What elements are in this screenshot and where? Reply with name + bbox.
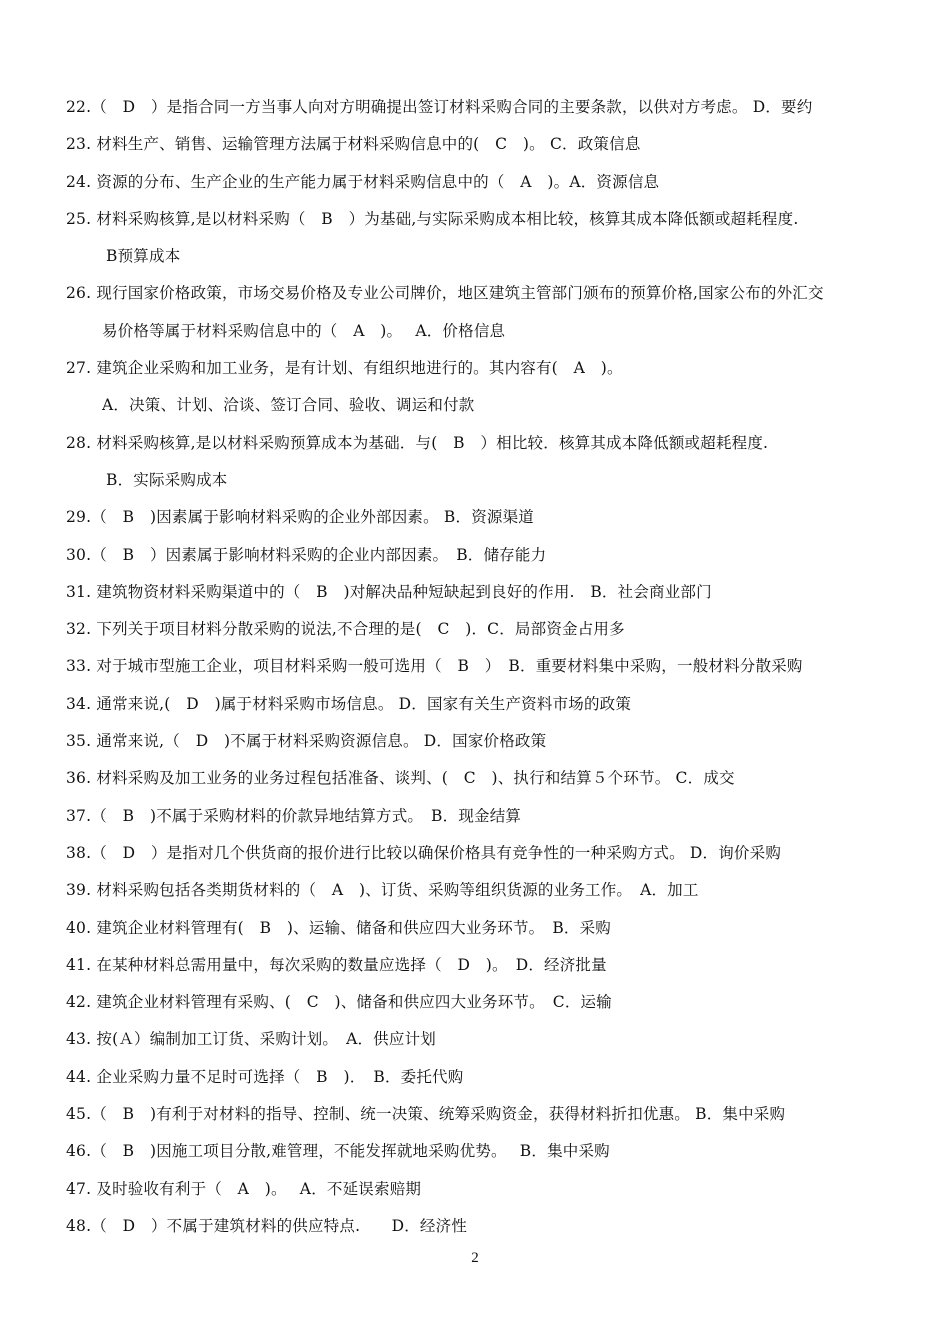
question-26: 26. 现行国家价格政策，市场交易价格及专业公司牌价，地区建筑主管部门颁布的预算价格,国家公布的外汇交 [66,284,824,303]
question-38: 38.（ D ）是指对几个供货商的报价进行比较以确保价格具有竞争性的一种采购方式。 D．询价采购 [66,843,782,862]
question-27: 27. 建筑企业采购和加工业务，是有计划、有组织地进行的。其内容有( A )。 [66,359,623,378]
question-24: 24. 资源的分布、生产企业的生产能力属于材料采购信息中的（ A )。A．资源信息 [66,172,660,191]
question-33: 33. 对于城市型施工企业，项目材料采购一般可选用（ B ） B．重要材料集中采购，一般材料分散采购 [66,657,803,676]
question-list [66,89,896,1245]
question-25: 25. 材料采购核算,是以材料采购（ B ）为基础,与实际采购成本相比较，核算其成本降低额或超耗程度. [66,209,799,228]
question-42: 42. 建筑企业材料管理有采购、( C )、储备和供应四大业务环节。 C．运输 [66,993,612,1012]
question-40: 40. 建筑企业材料管理有( B )、运输、储备和供应四大业务环节。 B．采购 [66,918,612,937]
question-43: 43. 按(Ａ）编制加工订货、采购计划。 A．供应计划 [66,1030,436,1049]
question-36: 36. 材料采购及加工业务的业务过程包括准备、谈判、( C )、执行和结算５个环节。 C．成交 [66,769,735,788]
question-41: 41. 在某种材料总需用量中，每次采购的数量应选择（ D )。 D．经济批量 [66,955,607,974]
question-22: 22.（ D ）是指合同一方当事人向对方明确提出签订材料采购合同的主要条款，以供对方考虑。 D．要约 [66,98,813,116]
question-44: 44. 企业采购力量不足时可选择（ B )． B．委托代购 [66,1067,464,1086]
question-34: 34. 通常来说,( D )属于材料采购市场信息。 D．国家有关生产资料市场的政策 [66,694,632,713]
question-45: 45.（ B )有利于对材料的指导、控制、统一决策、统筹采购资金，获得材料折扣优惠。 B．集中采购 [66,1105,786,1124]
question-48: 48.（ D ）不属于建筑材料的供应特点. D．经济性 [66,1216,468,1235]
question-46: 46.（ B )因施工项目分散,难管理，不能发挥就地采购优势。 B．集中采购 [66,1142,610,1161]
question-39: 39. 材料采购包括各类期货材料的（ A )、订货、采购等组织货源的业务工作。 A．加工 [66,881,699,900]
question-27-answer: A．决策、计划、洽谈、签订合同、验收、调运和付款 [102,396,475,415]
question-32: 32. 下列关于项目材料分散采购的说法,不合理的是( C )．C．局部资金占用多 [66,620,625,639]
question-26-continued: 易价格等属于材料采购信息中的（ A )。 A．价格信息 [102,321,506,340]
question-37: 37.（ B )不属于采购材料的价款异地结算方式。 B．现金结算 [66,806,522,825]
question-28: 28. 材料采购核算,是以材料采购预算成本为基础．与( B ）相比较．核算其成本降低额或超耗程度. [66,433,769,452]
question-30: 30.（ B ）因素属于影响材料采购的企业内部因素。 B．储存能力 [66,545,547,564]
question-35: 35. 通常来说,（ D )不属于材料采购资源信息。 D．国家价格政策 [66,732,547,751]
question-28-answer: B．实际采购成本 [106,470,228,489]
question-25-answer: B预算成本 [106,247,181,266]
question-29: 29.（ B )因素属于影响材料采购的企业外部因素。 B．资源渠道 [66,508,535,527]
question-47: 47. 及时验收有利于（ A )。 A．不延误索赔期 [66,1179,422,1198]
question-31: 31. 建筑物资材料采购渠道中的（ B )对解决品种短缺起到良好的作用. B．社会商业部门 [66,582,712,601]
question-23: 23. 材料生产、销售、运输管理方法属于材料采购信息中的( C )。 C．政策信息 [66,135,641,154]
page-number: 2 [471,1250,479,1266]
